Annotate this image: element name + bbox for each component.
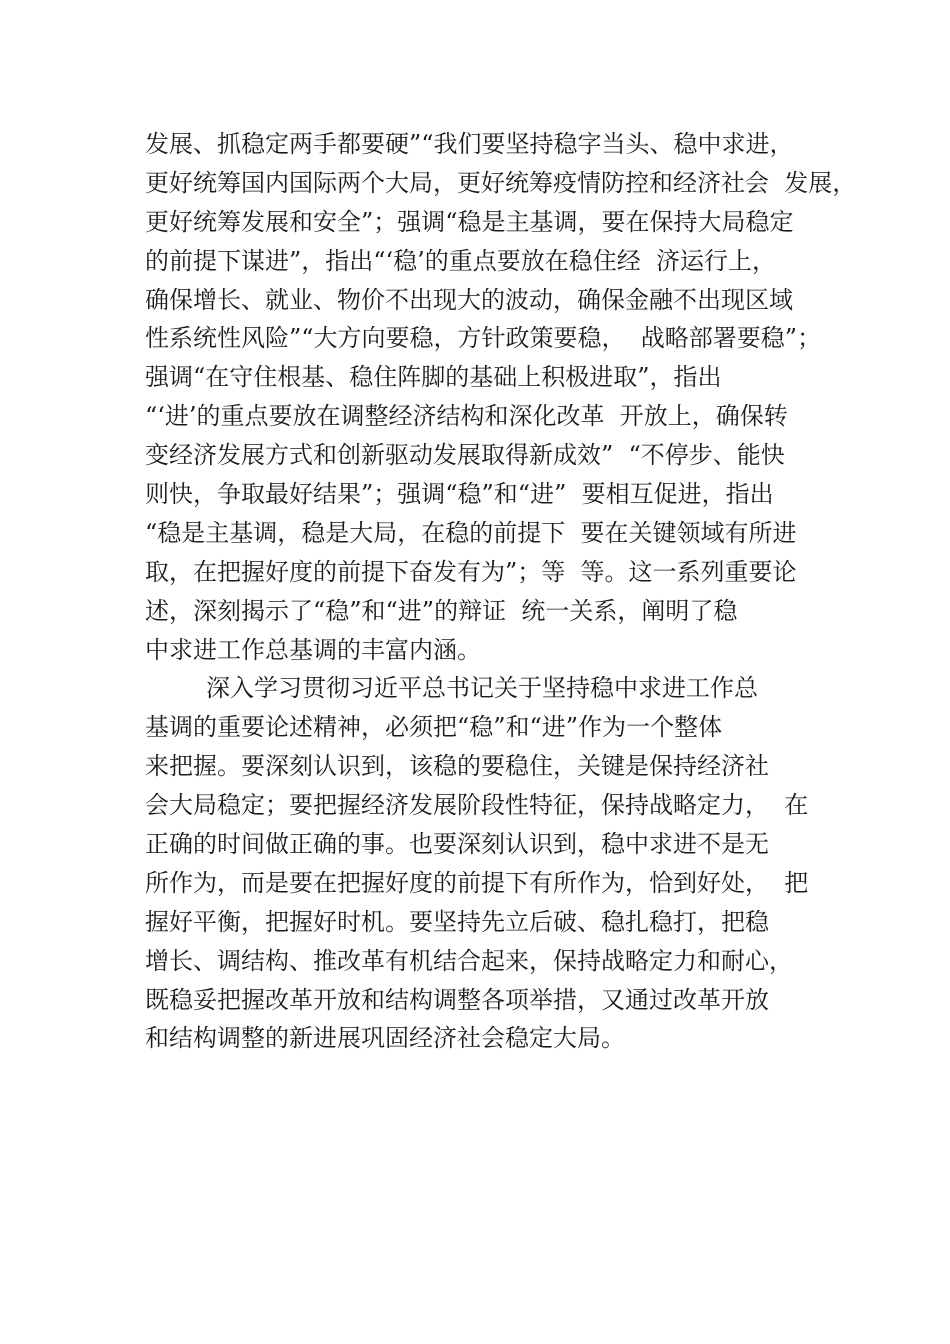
text-line: 会大局稳定；要把握经济发展阶段性特征，保持战略定力， 在 [145,791,809,820]
text-line: 握好平衡，把握好时机。要坚持先立后破、稳扎稳打，把稳 [145,907,769,936]
paragraph-start-line: 深入学习贯彻习近平总书记关于坚持稳中求进工作总 [145,674,759,703]
text-line: 性系统性风险”“大方向要稳，方针政策要稳， 战略部署要稳”； [145,324,822,353]
text-line: 变经济发展方式和创新驱动发展取得新成效” “不停步、能快 [145,441,785,470]
text-line: 则快，争取最好结果”；强调“稳”和“进” 要相互促进，指出 [145,480,774,509]
text-line: 所作为，而是要在把握好度的前提下有所作为，恰到好处， 把 [145,868,809,897]
text-line: 既稳妥把握改革开放和结构调整各项举措，又通过改革开放 [145,985,769,1014]
text-line: “‘进’的重点要放在调整经济结构和深化改革 开放上，确保转 [145,402,788,431]
text-line: 和结构调整的新进展巩固经济社会稳定大局。 [145,1024,625,1053]
text-line: 取，在把握好度的前提下奋发有为”；等 等。这一系列重要论 [145,557,797,586]
text-line: 的前提下谋进”，指出“‘稳’的重点要放在稳住经 济运行上， [145,246,777,275]
text-line: 更好统筹发展和安全”；强调“稳是主基调，要在保持大局稳定 [145,207,794,236]
text-line: 中求进工作总基调的丰富内涵。 [145,635,481,664]
text-line: 确保增长、就业、物价不出现大的波动，确保金融不出现区域 [145,285,793,314]
text-line: 来把握。要深刻认识到，该稳的要稳住，关键是保持经济社 [145,752,769,781]
text-line: “稳是主基调，稳是大局，在稳的前提下 要在关键领域有所进 [145,518,797,547]
text-line: 正确的时间做正确的事。也要深刻认识到，稳中求进不是无 [145,830,769,859]
body-text [145,125,857,1058]
text-line: 述，深刻揭示了“稳”和“进”的辩证 统一关系，阐明了稳 [145,596,738,625]
text-line: 强调“在守住根基、稳住阵脚的基础上积极进取”，指出 [145,363,722,392]
text-line: 发展、抓稳定两手都要硬”“我们要坚持稳字当头、稳中求进， [145,130,794,158]
text-line: 增长、调结构、推改革有机结合起来，保持战略定力和耐心， [145,946,793,975]
text-line: 更好统筹国内国际两个大局，更好统筹疫情防控和经济社会 发展， [145,168,857,197]
text-line: 基调的重要论述精神，必须把“稳”和“进”作为一个整体 [145,713,723,742]
